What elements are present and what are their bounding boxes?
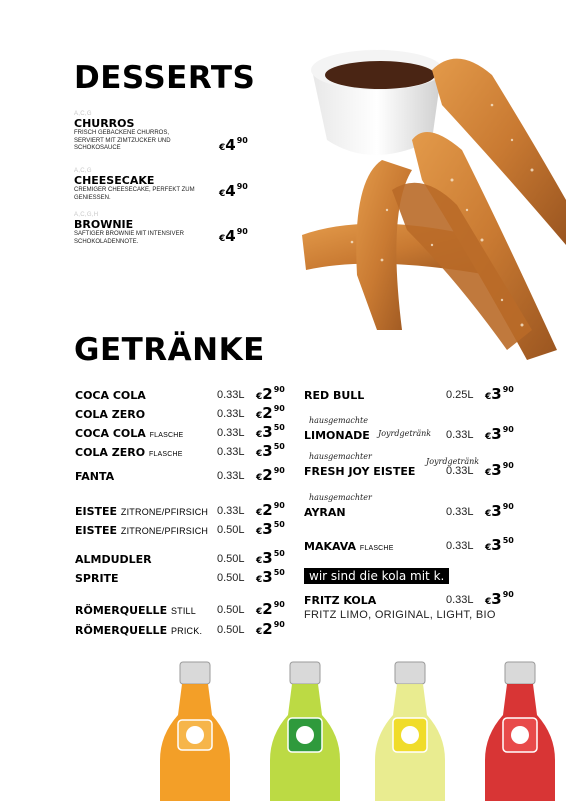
drink-size: 0.50L bbox=[217, 524, 245, 536]
drink-name: FANTA bbox=[75, 470, 115, 483]
drink-price: $€3^{50}$ bbox=[256, 520, 285, 538]
drink-price: $€3^{50}$ bbox=[256, 549, 285, 567]
drink-size: 0.33L bbox=[446, 429, 474, 441]
dessert-name: CHURROS bbox=[74, 117, 135, 130]
drink-name: RÖMERQUELLE STILL bbox=[75, 604, 196, 617]
drink-name: EISTEE ZITRONE/PFIRSICH bbox=[75, 524, 209, 537]
fritz-bottles-image bbox=[150, 660, 566, 801]
yellow-bottle-icon bbox=[375, 662, 445, 801]
drink-size: 0.33L bbox=[446, 465, 474, 477]
drink-name: COLA ZERO bbox=[75, 408, 146, 421]
drink-price: $€3^{90}$ bbox=[485, 425, 514, 443]
drink-name: COCA COLA FLASCHE bbox=[75, 427, 184, 440]
dessert-item bbox=[74, 111, 199, 153]
drink-price: $€3^{50}$ bbox=[485, 536, 514, 554]
drink-price: $€3^{90}$ bbox=[485, 385, 514, 403]
drink-price: $€3^{50}$ bbox=[256, 568, 285, 586]
drink-size: 0.33L bbox=[217, 470, 245, 482]
drinks-heading: GETRÄNKE bbox=[74, 332, 265, 368]
script-label: Joyrdgetränk bbox=[378, 429, 432, 438]
drink-name: RÖMERQUELLE PRICK. bbox=[75, 624, 203, 637]
drink-name: SPRITE bbox=[75, 572, 119, 585]
drink-name: COCA COLA bbox=[75, 389, 146, 402]
dessert-name: CHEESECAKE bbox=[74, 174, 155, 187]
script-label: hausgemachte bbox=[309, 416, 368, 425]
drink-name: ALMDUDLER bbox=[75, 553, 152, 566]
dessert-item bbox=[74, 168, 199, 202]
drink-size: 0.25L bbox=[446, 389, 474, 401]
drink-price: $€3^{90}$ bbox=[485, 502, 514, 520]
dessert-price: $€4^{90}$ bbox=[219, 182, 248, 200]
red-bottle-icon bbox=[485, 662, 555, 801]
drink-name: FRITZ KOLA bbox=[304, 594, 377, 607]
drink-size: 0.33L bbox=[217, 408, 245, 420]
drink-size: 0.33L bbox=[446, 540, 474, 552]
drink-name: EISTEE ZITRONE/PFIRSICH bbox=[75, 505, 209, 518]
drink-name: MAKAVA FLASCHE bbox=[304, 540, 394, 553]
drink-size: 0.33L bbox=[446, 506, 474, 518]
drink-size: 0.50L bbox=[217, 553, 245, 565]
drink-price: $€3^{90}$ bbox=[485, 590, 514, 608]
drink-size: 0.50L bbox=[217, 604, 245, 616]
drink-size: 0.50L bbox=[217, 624, 245, 636]
script-label: hausgemachter bbox=[309, 452, 372, 461]
allergen-code: A,C,G,H bbox=[74, 212, 99, 218]
drink-price: $€2^{90}$ bbox=[256, 600, 285, 618]
fritz-varieties: FRITZ LIMO, ORIGINAL, LIGHT, BIO bbox=[304, 609, 496, 621]
dessert-item bbox=[74, 212, 199, 246]
dessert-name: BROWNIE bbox=[74, 218, 134, 231]
drink-price: $€2^{90}$ bbox=[256, 404, 285, 422]
drink-size: 0.33L bbox=[446, 594, 474, 606]
dessert-description: FRISCH GEBACKENE CHURROS, SERVIERT MIT ZIMTZUCKER UND SCHOKOSAUCE bbox=[74, 130, 171, 151]
dessert-description: SAFTIGER BROWNIE MIT INTENSIVER SCHOKOLADENNOTE. bbox=[74, 231, 184, 245]
fritz-kola-banner: wir sind die kola mit k. bbox=[304, 568, 449, 584]
drink-name: FRESH JOY EISTEE bbox=[304, 465, 416, 478]
drink-price: $€2^{90}$ bbox=[256, 385, 285, 403]
allergen-code: A,C,G bbox=[74, 168, 92, 174]
churros-image bbox=[292, 30, 566, 380]
drink-price: $€3^{50}$ bbox=[256, 442, 285, 460]
desserts-heading: DESSERTS bbox=[74, 60, 256, 96]
script-label: hausgemachter bbox=[309, 493, 372, 502]
drink-name: COLA ZERO FLASCHE bbox=[75, 446, 183, 459]
drink-size: 0.33L bbox=[217, 505, 245, 517]
drink-size: 0.33L bbox=[217, 389, 245, 401]
drink-name: LIMONADE bbox=[304, 429, 370, 442]
dessert-price: $€4^{90}$ bbox=[219, 136, 248, 154]
dessert-price: $€4^{90}$ bbox=[219, 227, 248, 245]
green-bottle-icon bbox=[270, 662, 340, 801]
drink-price: $€2^{90}$ bbox=[256, 466, 285, 484]
drink-size: 0.33L bbox=[217, 446, 245, 458]
drink-price: $€3^{90}$ bbox=[485, 461, 514, 479]
drink-name: AYRAN bbox=[304, 506, 346, 519]
drink-name: RED BULL bbox=[304, 389, 365, 402]
orange-bottle-icon bbox=[160, 662, 230, 801]
drink-size: 0.33L bbox=[217, 427, 245, 439]
dessert-description: CREMIGER CHEESECAKE, PERFEKT ZUM GENIESSEN. bbox=[74, 187, 195, 201]
script-label: Joyrdgetränk bbox=[426, 457, 480, 466]
drink-price: $€3^{50}$ bbox=[256, 423, 285, 441]
drink-size: 0.50L bbox=[217, 572, 245, 584]
drink-price: $€2^{90}$ bbox=[256, 501, 285, 519]
drink-price: $€2^{90}$ bbox=[256, 620, 285, 638]
allergen-code: A,C,G bbox=[74, 111, 92, 117]
